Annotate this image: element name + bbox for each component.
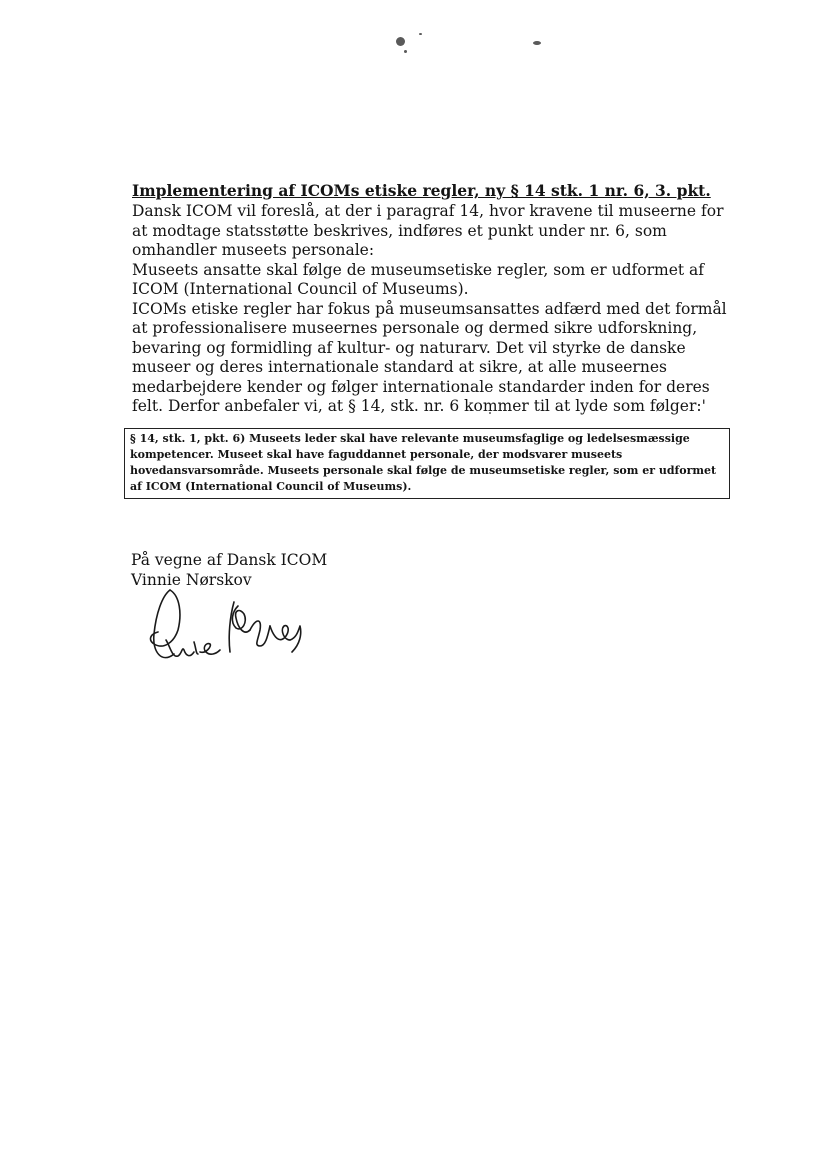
handwritten-signature bbox=[140, 582, 310, 672]
paragraph: Museets ansatte skal følge de museumsetiske regler, som er udformet af ICOM (International Council of Museums). bbox=[132, 260, 705, 298]
scan-speck bbox=[533, 41, 541, 45]
paragraph: ICOMs etiske regler har fokus på museumsansattes adfærd med det formål at professionalisere museernes personale og dermed sikre udforskning, bevaring og formidling af kultur- og naturarv. Det vil styrke de danske museer og deres internationale standard at sikre, at alle museernes medarbejdere kender og følger internationale standarder inden for deres felt. Derfor anbefaler vi, at § 14, stk. nr. 6 kommer til at lyde som følger:' bbox=[132, 299, 727, 415]
scan-speck bbox=[404, 50, 407, 53]
scan-speck bbox=[419, 33, 422, 35]
page-title: Implementering af ICOMs etiske regler, ny § 14 stk. 1 nr. 6, 3. pkt. bbox=[132, 181, 711, 200]
scan-speck bbox=[396, 37, 405, 46]
body-text bbox=[132, 202, 742, 417]
on-behalf-line: På vegne af Dansk ICOM bbox=[131, 551, 328, 569]
signer-name: Vinnie Nørskov bbox=[131, 570, 252, 589]
paragraph: Dansk ICOM vil foreslå, at der i paragraf 14, hvor kravene til museerne for at modtage statsstøtte beskrives, indføres et punkt under nr. 6, som omhandler museets personale: bbox=[132, 202, 724, 259]
proposed-text-box: § 14, stk. 1, pkt. 6) Museets leder skal have relevante museumsfaglige og ledelsesmæssige kompetencer. Museet skal have faguddannet personale, der modsvarer museets hovedansvarsområde. Museets personale skal følge de museumsetiske regler, som er udformet af ICOM (International Council of Museums). bbox=[124, 428, 730, 499]
